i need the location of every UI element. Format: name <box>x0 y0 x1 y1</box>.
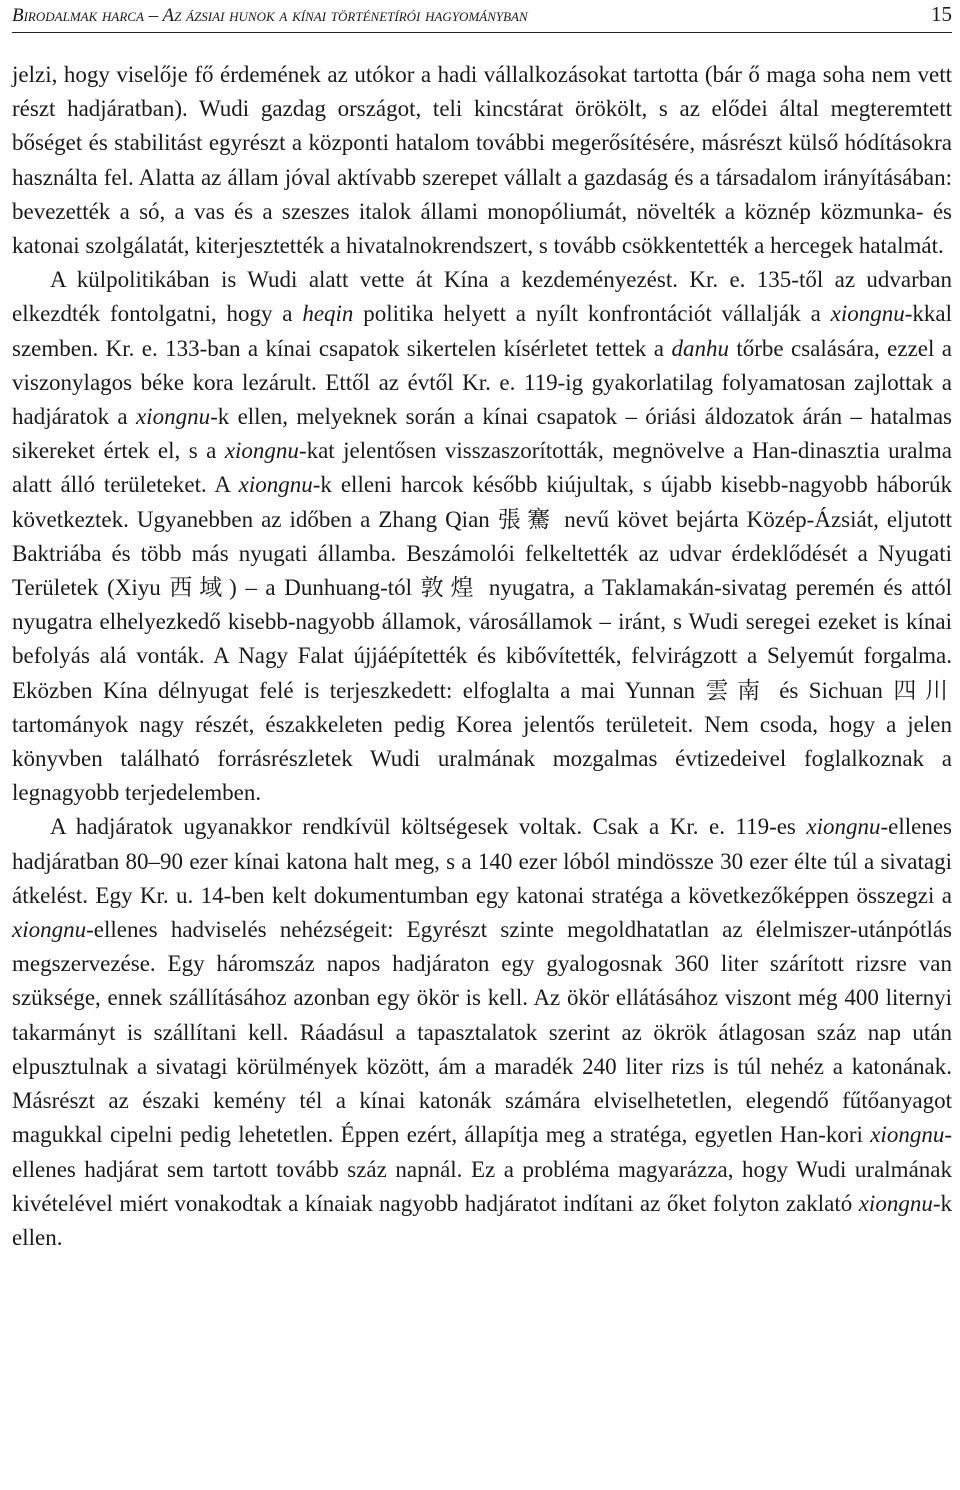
italic-term: xiongnu <box>224 438 299 464</box>
text-run: tartományok nagy részét, északkeleten pedig Korea jelentős területeit. Nem csoda, hogy a jelen könyvben található forrásrészletek Wudi uralmának mozgalmas évtizedeivel foglalkoznak a legnagyobb terjedelemben. <box>12 711 952 806</box>
italic-term: xiongnu <box>135 404 211 430</box>
italic-term: danhu <box>671 335 729 361</box>
text-run: A külpolitikában is Wudi alatt vette át Kína a kezdeményezést. Kr. e. 135-től az udvarban elkezdték fontolgatni, hogy a <box>12 267 952 327</box>
page-number: 15 <box>931 2 952 26</box>
chinese-characters: 張騫 <box>497 506 557 533</box>
italic-term: heqin <box>302 301 354 327</box>
italic-term: xiongnu <box>870 1122 945 1148</box>
text-run: -ellenes hadjáratban 80–90 ezer kínai katona halt meg, s a 140 ezer lóból mindössze 30 ezer élte túl a sivatagi átkelést. Egy Kr. u. 14-ben kelt dokumentumban egy katonai stratéga a következőképpen összegzi a <box>12 814 952 908</box>
header-title-text: Birodalmak harca – Az ázsiai hunok a kínai történetírói hagyományban <box>12 5 528 26</box>
text-run: -kat jelentősen visszaszorították, megnövelve a Han-dinasztia uralma alatt álló területeket. A <box>12 438 952 498</box>
chinese-characters: 西域 <box>169 575 230 602</box>
paragraph-1 <box>12 58 952 263</box>
italic-term: xiongnu <box>830 301 905 327</box>
text-run: A hadjáratok ugyanakkor rendkívül költségesek voltak. Csak a Kr. e. 119-es <box>50 814 807 840</box>
text-run: nevű követ bejárta Közép-Ázsiát, eljutott Baktriába és több más nyugati államba. Beszámolói felkeltették az udvar érdeklődését a Nyugati Területek (Xiyu <box>12 506 952 601</box>
text-run: politika helyett a nyílt konfrontációt vállalják a <box>353 301 831 327</box>
text-run: tőrbe csalására, ezzel a viszonylagos béke kora lezárult. Ettől az évtől Kr. e. 119-ig gyakorlatilag folyamatosan zajlottak a hadjáratok a <box>12 335 952 430</box>
running-header-title <box>12 5 528 27</box>
text-run: és Sichuan <box>768 677 894 703</box>
running-header <box>12 0 952 33</box>
text-run: nyugatra, a Taklamakán-sivatag peremén és attól nyugatra elhelyezkedő kisebb-nagyobb államok, városállamok – iránt, s Wudi seregei ezeket is kínai befolyás alá vonták. A Nagy Falat újjáépítették és kibővítették, felvirágzott a Selyemút forgalma. Eközben Kína délnyugat felé is terjeszkedett: elfoglalta a mai Yunnan <box>12 575 952 703</box>
text-run: -ellenes hadjárat sem tartott tovább száz napnál. Ez a probléma magyarázza, hogy Wudi uralmának kivételével miért vonakodtak a kínaiak nagyobb hadjáratot indítani az őket folyton zaklató <box>12 1122 952 1216</box>
italic-term: xiongnu <box>12 917 87 943</box>
italic-term: xiongnu <box>858 1190 933 1216</box>
text-run: -ellenes hadviselés nehézségeit: Egyrészt szinte megoldhatatlan az élelmiszer-utánpótlás megszervezése. Egy háromszáz napos hadjáraton egy gyalogosnak 360 liter szárított rizsre van szüksége, ennek szállításához azonban egy ökör is kell. Az ökör ellátásához viszont még 400 liternyi takarmányt is szállítani kell. Ráadásul a tapasztalatok szerint az ökrök átlagosan száz nap után elpusztulnak a sivatagi körülmények között, ám a maradék 240 liter rizs is túl nehéz a katonának. Másrészt az északi kemény tél a kínai katonák számára elviselhetetlen, elegendő fűtőanyagot magukkal cipelni pedig lehetetlen. Éppen ezért, állapítja meg a stratéga, egyetlen Han-kori <box>12 917 952 1148</box>
text-run: -k elleni harcok később kiújultak, s újabb kisebb-nagyobb háborúk következtek. Ugyanebben az időben a Zhang Qian <box>12 472 952 532</box>
chinese-characters: 雲南 <box>705 677 769 704</box>
text-run: -kkal szemben. Kr. e. 133-ban a kínai csapatok sikertelen kísérletet tettek a <box>12 301 952 361</box>
text-run: -k ellen. <box>12 1190 952 1250</box>
text-run: -k ellen, melyeknek során a kínai csapatok – óriási áldozatok árán – hatalmas sikereket értek el, s a <box>12 404 952 464</box>
text-run: ) – a Dunhuang-tól <box>229 575 421 601</box>
paragraph-2 <box>12 263 952 810</box>
page <box>12 0 952 1255</box>
chinese-characters: 四川 <box>893 677 952 704</box>
body-text <box>12 58 952 1255</box>
italic-term: xiongnu <box>806 814 881 840</box>
italic-term: xiongnu <box>238 472 313 498</box>
text-run: jelzi, hogy viselője fő érdemének az utókor a hadi vállalkozásokat tartotta (bár ő maga soha nem vett részt hadjáratban). Wudi gazdag országot, teli kincstárat örökölt, s az elődei által megteremtett bőséget és stabilitást egyrészt a központi hatalom további megerősítésére, másrészt külső hódításokra használta fel. Alatta az állam jóval aktívabb szerepet vállalt a gazdaság és a társadalom irányításában: bevezették a só, a vas és a szeszes italok állami monopóliumát, növelték a köznép közmunka- és katonai szolgálatát, kiterjesztették a hivatalnokrendszert, s tovább csökkentették a hercegek hatalmát. <box>12 62 952 259</box>
chinese-characters: 敦煌 <box>420 575 481 602</box>
paragraph-3 <box>12 810 952 1255</box>
